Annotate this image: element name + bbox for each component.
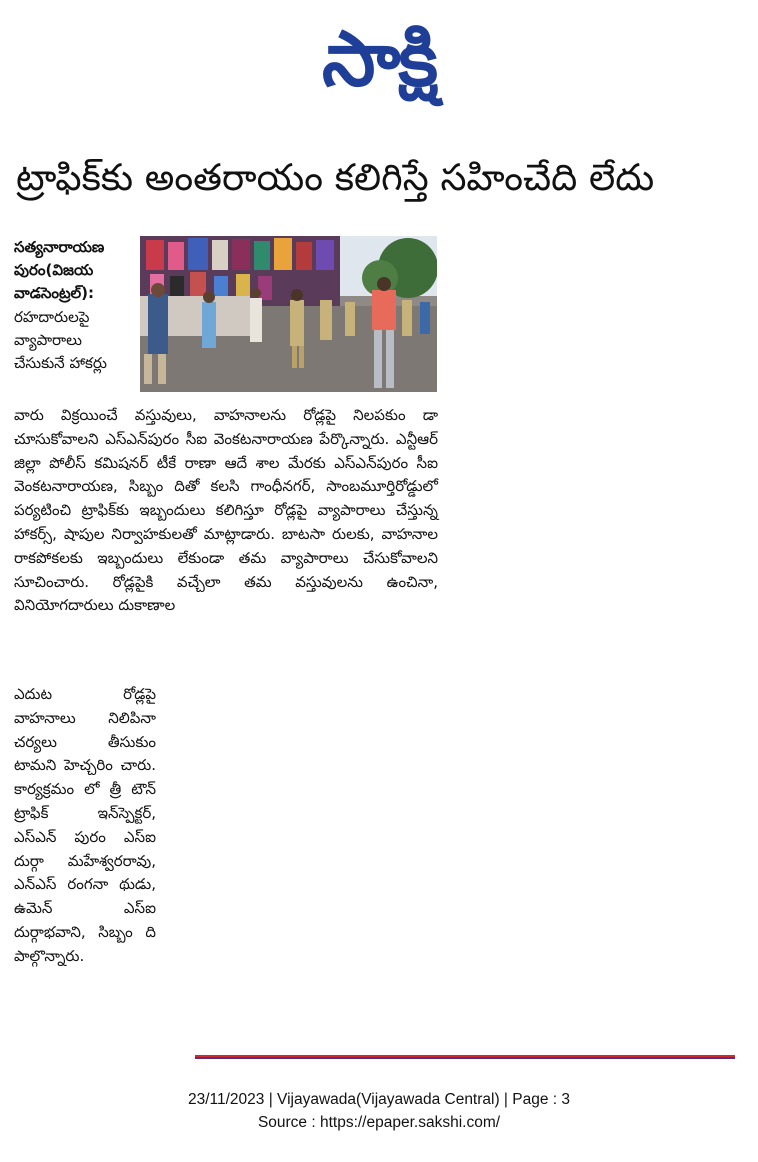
street-scene-image (140, 236, 437, 392)
article-dateline: సత్యనారాయణ పురం(విజయ వాడసెంట్రల్‌): (14, 238, 105, 302)
article-headline: ట్రాఫిక్‌కు అంతరాయం కలిగిస్తే సహించేది లేదు (16, 156, 655, 199)
footer-divider (195, 1055, 735, 1059)
footer-edition-line: 23/11/2023 | Vijayawada(Vijayawada Central) | Page : 3 (187, 1091, 571, 1108)
sakshi-logo: సాక్షి (321, 14, 437, 103)
page-footer (0, 1088, 758, 1134)
article-photo (140, 236, 437, 392)
article-body-main: వారు విక్రయించే వస్తువులు, వాహనాలను రోడ్లపై నిలపకుం డా చూసుకోవాలని ఎస్‌ఎన్‌పురం సీఐ వెంకటనారాయణ పేర్కొన్నారు. ఎన్టీఆర్‌ జిల్లా పోలీస్‌ కమిషనర్‌ టీకే రాణా ఆదే శాల మేరకు ఎస్‌ఎన్‌పురం సీఐ వెంకటనారాయణ, సిబ్బం దితో కలసి గాంధీనగర్‌, సాంబమూర్తిరోడ్డులో పర్యటించి ట్రాఫిక్‌కు ఇబ్బందులు కలిగిస్తూ రోడ్లపై వ్యాపారాలు చేస్తున్న హాకర్స్‌, షాపుల నిర్వాహకులతో మాట్లాడారు. బాటసా రులకు, వాహనాల రాకపోకలకు ఇబ్బందులు లేకుండా తమ వ్యాపారాలు చేసుకోవాలని సూచించారు. రోడ్లపైకి వచ్చేలా తమ వస్తువులను ఉంచినా, వినియోగదారులు దుకాణాల (14, 406, 438, 615)
article-body-tail: ఎదుట రోడ్లపై వాహనాలు నిలిపినా చర్యలు తీసుకుం టామని హెచ్చరిం చారు. కార్యక్రమం లో త్రీ టౌన్‌ ట్రాఫిక్‌ ఇన్‌స్పెక్టర్‌, ఎస్‌ఎన్‌ పురం ఎస్‌ఐ దుర్గా మహేశ్వరరావు, ఎన్‌ఎస్‌ రంగనా థుడు, ఉమెన్‌ ఎస్‌ఐ దుర్గాభవాని, సిబ్బం ది పాల్గొన్నారు. (14, 685, 156, 965)
footer-source-line: Source : https://epaper.sakshi.com/ (257, 1114, 501, 1131)
article-intro: రహదారులపై వ్యాపారాలు చేసుకునే హాకర్లు (14, 308, 107, 372)
